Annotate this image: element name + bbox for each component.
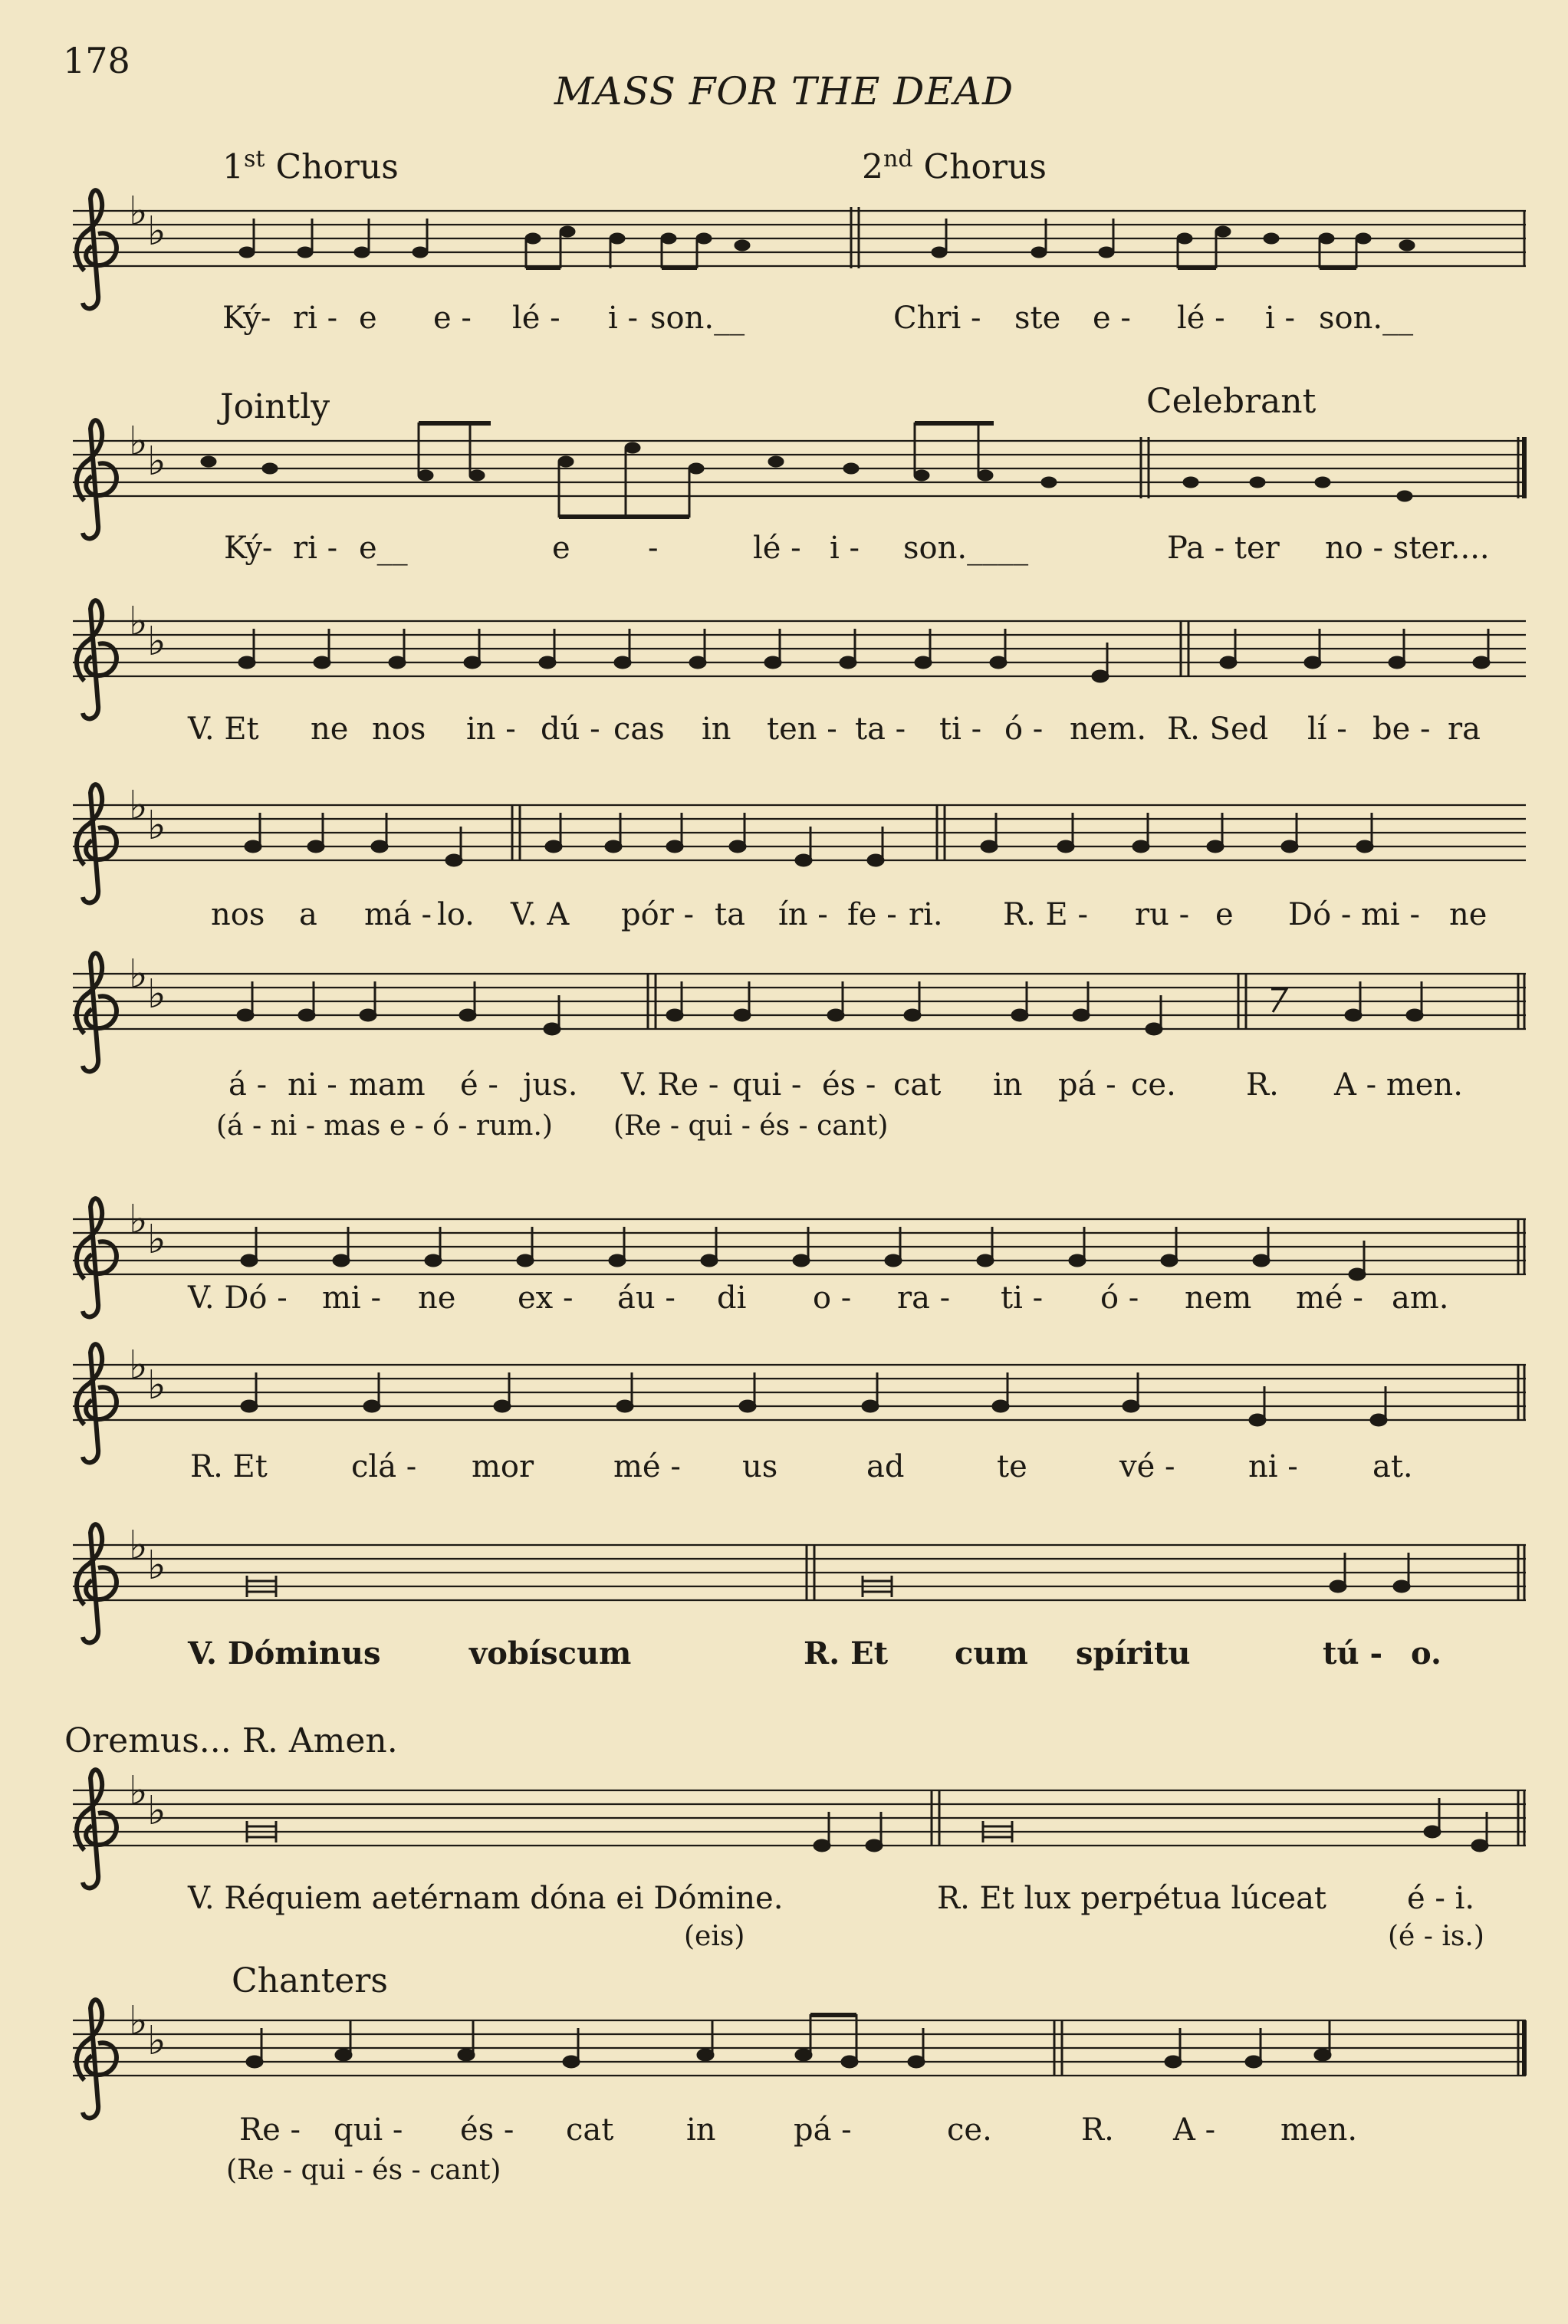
section-label-second-chorus: 2nd Chorus <box>862 146 1047 187</box>
lyrics-line-10: Re - qui - és - cat in pá - ce. R. A - men. <box>239 2112 1358 2148</box>
music-staff-9 <box>0 1767 1568 1882</box>
music-staff-5 <box>0 951 1568 1066</box>
alt-lyrics-line-10: (Re - qui - és - cant) <box>226 2155 501 2186</box>
music-staff-4 <box>0 782 1568 897</box>
section-label-chanters: Chanters <box>232 1961 388 2000</box>
section-label-celebrant: Celebrant <box>1146 382 1317 421</box>
lyrics-line-6: V. Dó - mi - ne ex - áu - di o - ra - ti - ó - nem mé - am. <box>188 1280 1449 1316</box>
lyrics-line-8: V. Dóminus vobíscum R. Et cum spíritu tú - o. <box>188 1635 1441 1672</box>
lyrics-line-1: Ký- ri - e e - lé - i - son.__ Chri - ste e - lé - i - son.__ <box>222 301 1414 336</box>
lyrics-line-4: nos a má - lo. V. A pór - ta ín - fe - ri. R. E - ru - e Dó - mi - ne <box>211 897 1487 932</box>
lyrics-line-2: Ký- ri - e__ e - lé - i - son.____ Pa - ter no - ster.... <box>224 531 1490 566</box>
page-title: MASS FOR THE DEAD <box>554 69 1014 113</box>
music-staff-1 <box>0 188 1568 303</box>
music-staff-7 <box>0 1342 1568 1457</box>
section-label-first-chorus: 1st Chorus <box>222 146 399 187</box>
lyrics-line-9: V. Réquiem aetérnam dóna ei Dómine. R. Et lux perpétua lúceat é - i. <box>188 1881 1475 1916</box>
lyrics-line-3: V. Et ne nos in - dú - cas in ten - ta - ti - ó - nem. R. Sed lí - be - ra <box>188 712 1481 747</box>
page-number: 178 <box>63 40 130 81</box>
music-staff-2 <box>0 418 1568 533</box>
alt-lyrics-line-9: (eis) (é - is.) <box>684 1921 1484 1952</box>
section-label-jointly: Jointly <box>220 387 330 426</box>
music-staff-3 <box>0 598 1568 713</box>
section-label-oremus: Oremus... R. Amen. <box>64 1721 398 1760</box>
music-staff-10 <box>0 1997 1568 2112</box>
lyrics-line-7: R. Et clá - mor mé - us ad te vé - ni - at. <box>190 1449 1413 1484</box>
alt-lyrics-line-5: (á - ni - mas e - ó - rum.) (Re - qui - és - cant) <box>216 1110 889 1142</box>
lyrics-line-5: á - ni - mam é - jus. V. Re - qui - és - cat in pá - ce. R. A - men. <box>228 1067 1463 1103</box>
music-staff-8 <box>0 1522 1568 1637</box>
